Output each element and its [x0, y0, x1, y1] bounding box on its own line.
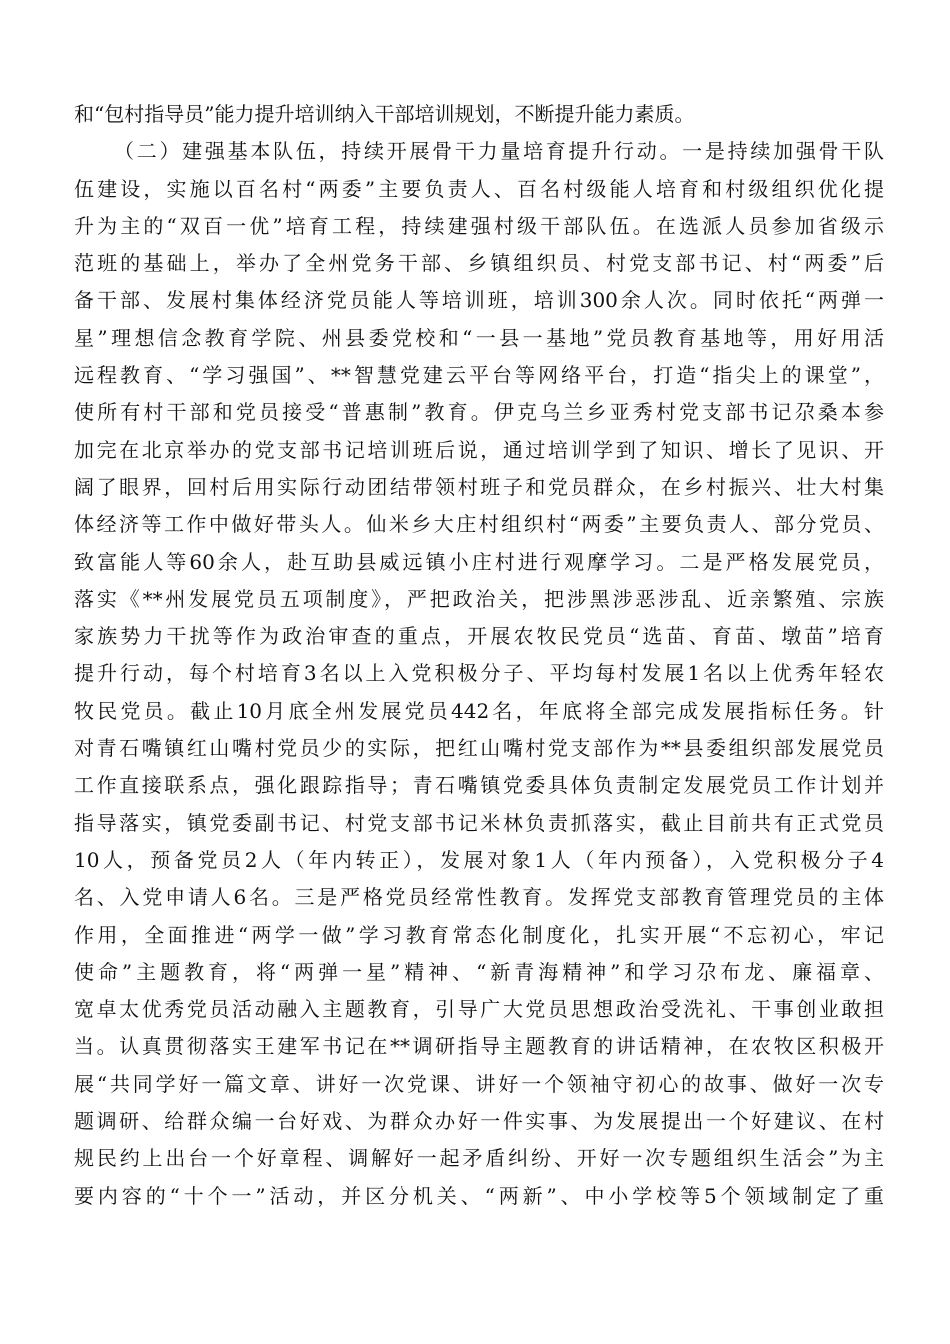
text-line: 名、入党申请人6名。三是严格党员经常性教育。发挥党支部教育管理党员的主体: [74, 885, 884, 910]
text-line: 要内容的“十个一”活动，并区分机关、“两新”、中小学校等5个领域制定了重: [74, 1183, 884, 1208]
text-line: 10人，预备党员2人（年内转正），发展对象1人（年内预备），入党积极分子4: [74, 847, 884, 872]
document-body: [74, 96, 884, 1215]
text-line: 对青石嘴镇红山嘴村党员少的实际，把红山嘴村党支部作为**县委组织部发展党员: [74, 736, 884, 761]
text-line: 升为主的“双百一优”培育工程，持续建强村级干部队伍。在选派人员参加省级示: [74, 213, 884, 238]
text-line: 规民约上出台一个好章程、调解好一起矛盾纠纷、开好一次专题组织生活会”为主: [74, 1146, 884, 1171]
text-line: 提升行动，每个村培育3名以上入党积极分子、平均每村发展1名以上优秀年轻农: [74, 661, 884, 686]
text-line: 和“包村指导员”能力提升培训纳入干部培训规划，不断提升能力素质。: [74, 102, 695, 126]
text-line: 备干部、发展村集体经济党员能人等培训班，培训300余人次。同时依托“两弹一: [74, 288, 884, 313]
text-line: 体经济等工作中做好带头人。仙米乡大庄村组织村“两委”主要负责人、部分党员、: [74, 512, 884, 537]
text-line: 伍建设，实施以百名村“两委”主要负责人、百名村级能人培育和村级组织优化提: [74, 176, 884, 201]
text-line: 题调研、给群众编一台好戏、为群众办好一件实事、为发展提出一个好建议、在村: [74, 1109, 884, 1134]
text-line: 远程教育、“学习强国”、**智慧党建云平台等网络平台，打造“指尖上的课堂”，: [74, 363, 884, 388]
text-line: 牧民党员。截止10月底全州发展党员442名，年底将全部完成发展指标任务。针: [74, 698, 884, 723]
text-line: 星”理想信念教育学院、州县委党校和“一县一基地”党员教育基地等，用好用活: [74, 325, 884, 350]
paragraph-p2: [74, 133, 884, 1215]
text-line: 作用，全面推进“两学一做”学习教育常态化制度化，扎实开展“不忘初心，牢记: [74, 922, 884, 947]
text-line: 加完在北京举办的党支部书记培训班后说，通过培训学到了知识、增长了见识、开: [74, 437, 884, 462]
paragraph-p1: [74, 96, 884, 133]
text-line: 落实《**州发展党员五项制度》，严把政治关，把涉黑涉恶涉乱、近亲繁殖、宗族: [74, 586, 884, 611]
text-line: 致富能人等60余人，赴互助县威远镇小庄村进行观摩学习。二是严格发展党员，: [74, 549, 884, 574]
text-line: 当。认真贯彻落实王建军书记在**调研指导主题教育的讲话精神，在农牧区积极开: [74, 1034, 884, 1059]
text-line: 展“共同学好一篇文章、讲好一次党课、讲好一个领袖守初心的故事、做好一次专: [74, 1071, 884, 1096]
text-line: 使所有村干部和党员接受“普惠制”教育。伊克乌兰乡亚秀村党支部书记尕桑本参: [74, 400, 884, 425]
text-line: 宽卓太优秀党员活动融入主题教育，引导广大党员思想政治受洗礼、干事创业敢担: [74, 997, 884, 1022]
text-line: 阔了眼界，回村后用实际行动团结带领村班子和党员群众，在乡村振兴、壮大村集: [74, 474, 884, 499]
text-line: （二）建强基本队伍，持续开展骨干力量培育提升行动。一是持续加强骨干队: [114, 139, 884, 164]
text-line: 使命”主题教育，将“两弹一星”精神、“新青海精神”和学习尕布龙、廉福章、: [74, 959, 884, 984]
text-line: 工作直接联系点，强化跟踪指导；青石嘴镇党委具体负责制定发展党员工作计划并: [74, 773, 884, 798]
text-line: 指导落实，镇党委副书记、村党支部书记米林负责抓落实，截止目前共有正式党员: [74, 810, 884, 835]
text-line: 家族势力干扰等作为政治审查的重点，开展农牧民党员“选苗、育苗、墩苗”培育: [74, 624, 884, 649]
text-line: 范班的基础上，举办了全州党务干部、乡镇组织员、村党支部书记、村“两委”后: [74, 251, 884, 276]
